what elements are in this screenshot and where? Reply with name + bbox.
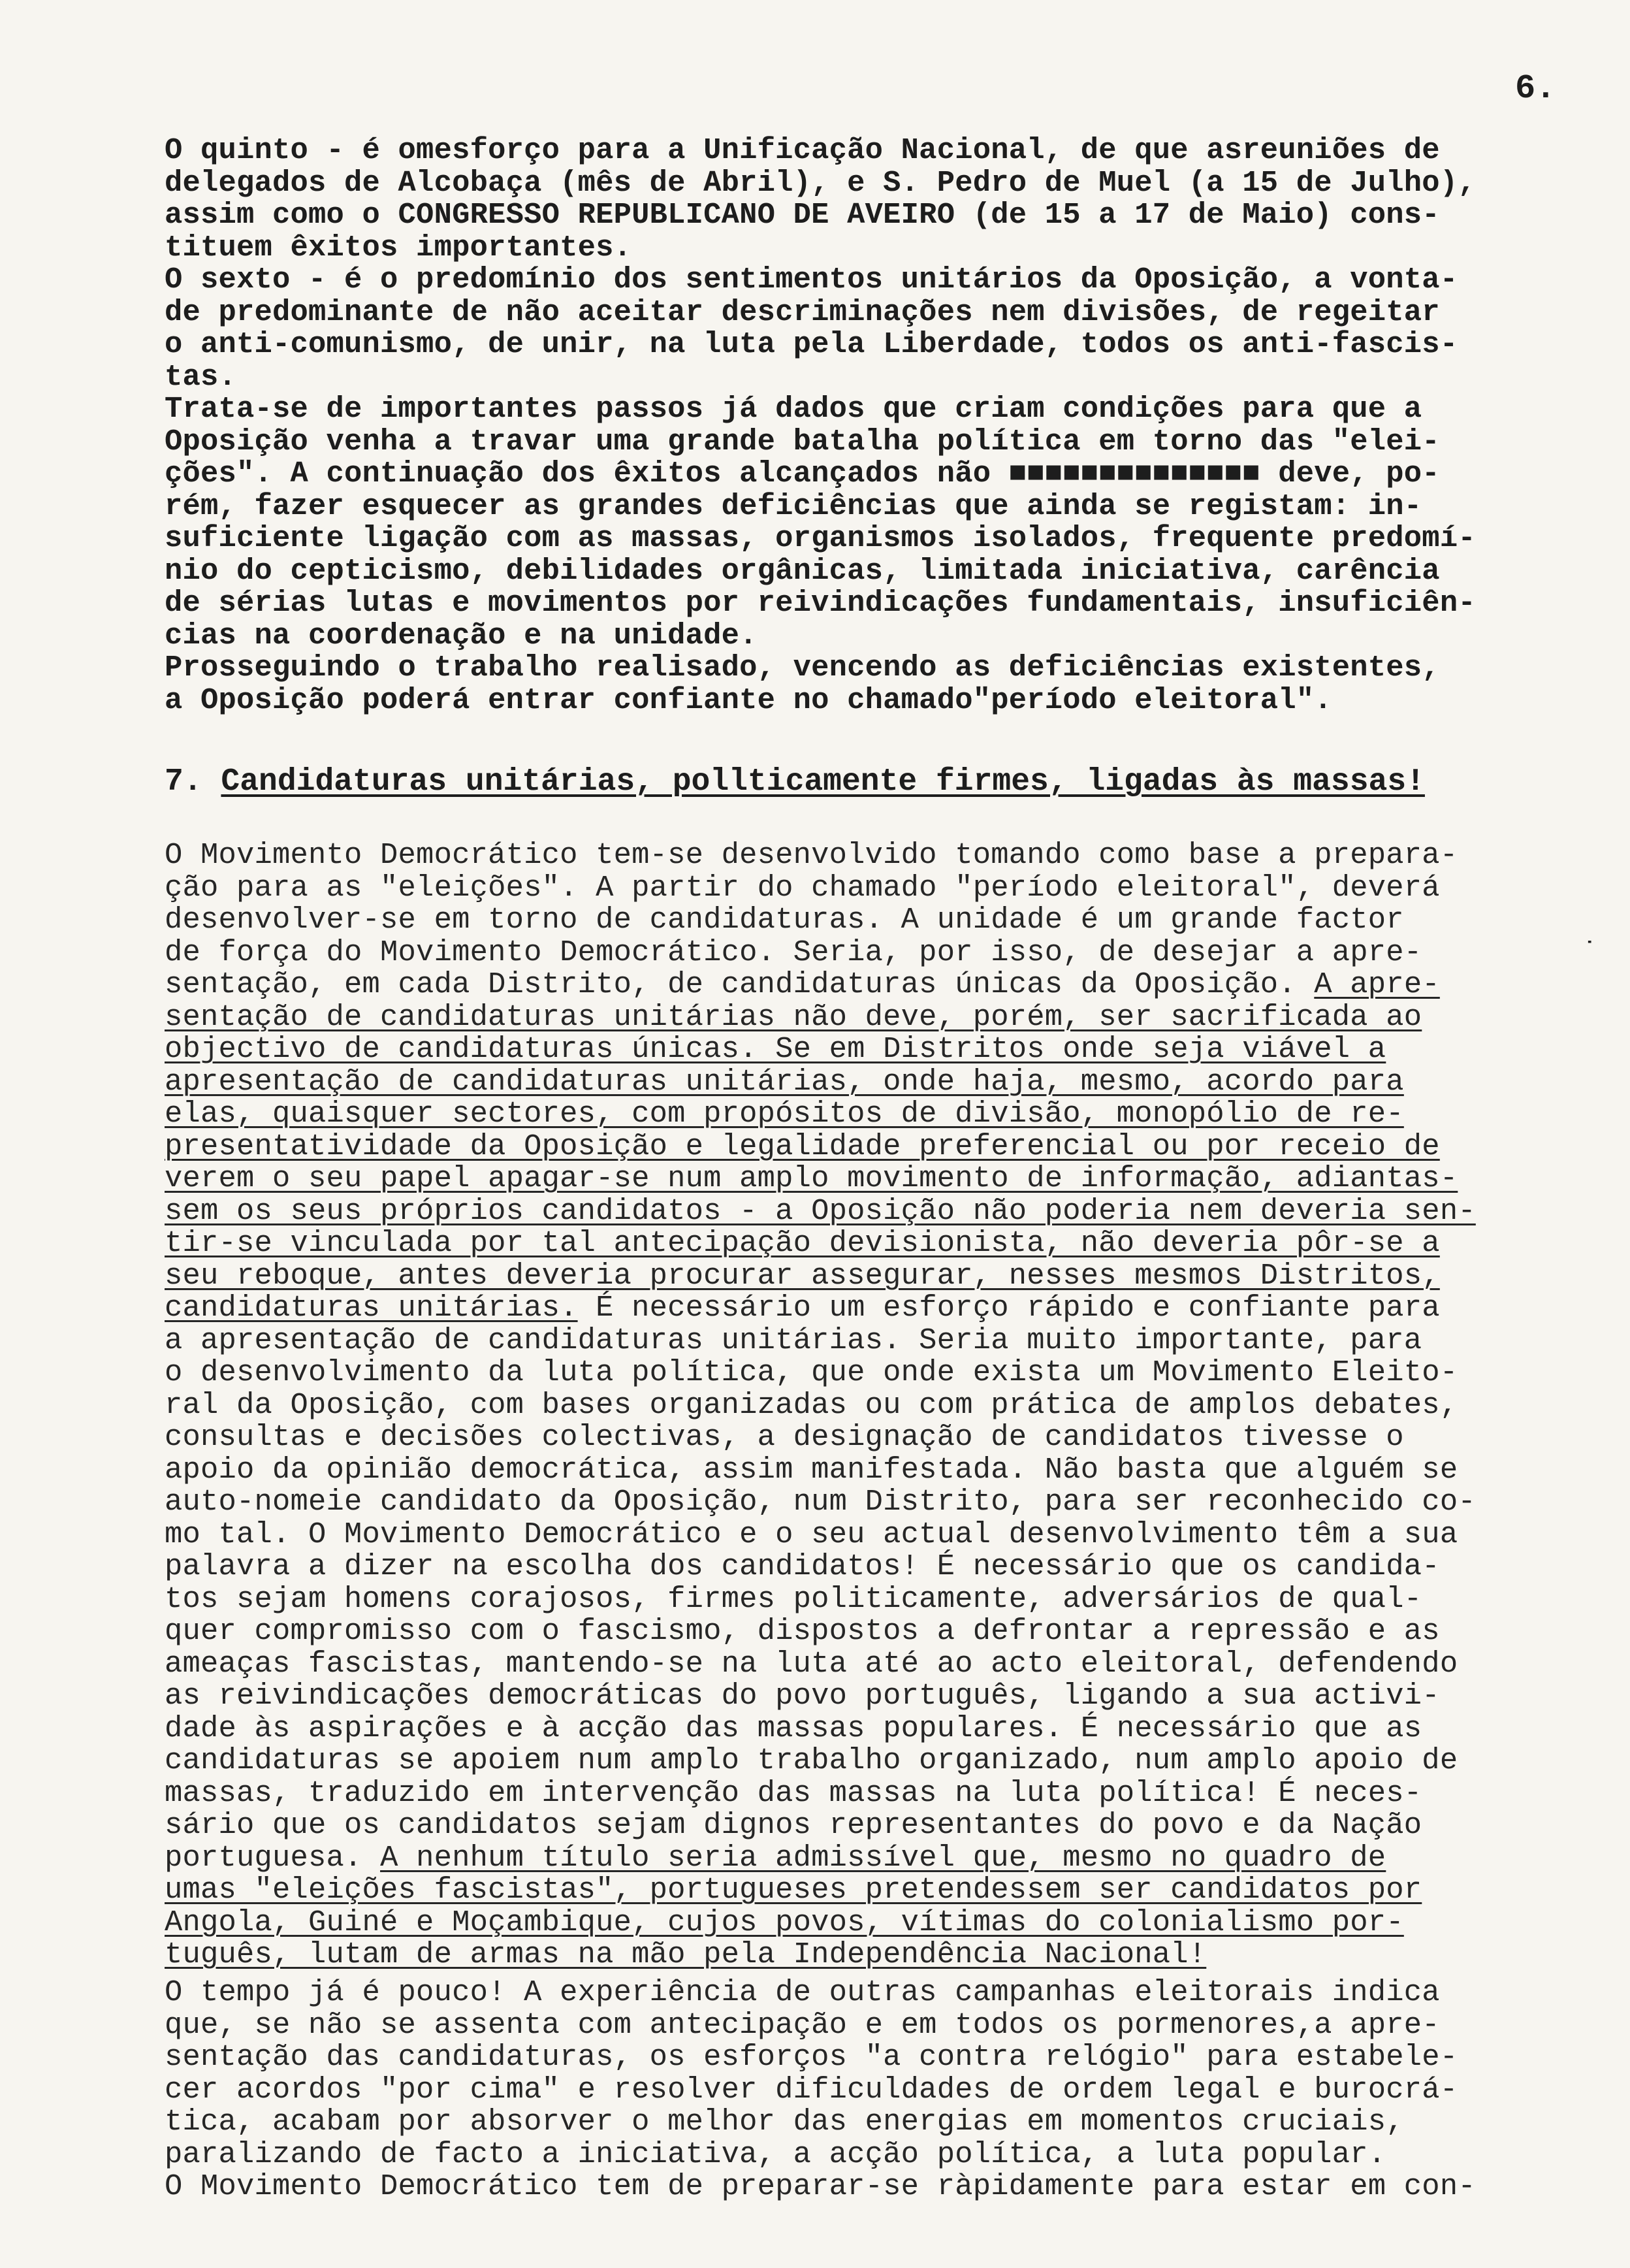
underlined-text: Angola, Guiné e Moçambique, cujos povos, vítimas do colonialismo por- [165,1905,1404,1939]
underlined-text: sem os seus próprios candidatos - a Oposição não poderia nem deveria sen- [165,1193,1476,1228]
underlined-text: candidaturas unitárias. [165,1291,578,1325]
text-line [165,1163,1614,1195]
text-line [165,1777,1614,1810]
text-line [165,1001,1614,1034]
text-line [165,1195,1614,1228]
text-line: delegados de Alcobaça (mês de Abril), e S. Pedro de Muel (a 15 de Julho), [165,165,1476,200]
line-text: sentação, em cada Distrito, de candidaturas únicas da Oposição. [165,967,1315,1001]
text-line: Prosseguindo o trabalho realisado, vencendo as deficiências existentes, [165,651,1440,685]
line-text: O Movimento Democrático tem-se desenvolvido tomando como base a prepara- [165,838,1458,872]
underlined-text: objectivo de candidaturas únicas. Se em Distritos onde seja viável a [165,1032,1386,1066]
line-text: portuguesa. [165,1840,381,1875]
line-text: apoio da opinião democrática, assim manifestada. Não basta que alguém se [165,1452,1458,1487]
text-line: tas. [165,359,237,394]
line-text: ção para as "eleições". A partir do chamado "período eleitoral", deverá [165,870,1440,905]
text-line: cer acordos "por cima" e resolver dificuldades de ordem legal e burocrá- [165,2072,1458,2107]
text-line [165,1131,1614,1163]
paragraph-block-unification [165,135,1614,717]
text-line: ções". A continuação dos êxitos alcançados não ■■■■■■■■■■■■■■ deve, po- [165,457,1440,491]
text-line [165,969,1614,1001]
text-line [165,1680,1614,1713]
section-7-heading [165,764,1425,800]
text-line: que, se não se assenta com antecipação e em todos os pormenores,a apre- [165,2007,1440,2042]
line-text: dade às aspirações e à acção das massas populares. É necessário que as [165,1711,1422,1745]
section-title: Candidaturas unitárias, pollticamente firmes, ligadas às massas! [221,764,1425,800]
text-line [165,1615,1614,1648]
text-line: assim como o CONGRESSO REPUBLICANO DE AVEIRO (de 15 a 17 de Maio) cons- [165,198,1440,232]
line-text: a apresentação de candidaturas unitárias. Seria muito importante, para [165,1323,1422,1357]
underlined-text: presentatividade da Oposição e legalidade preferencial ou por receio de [165,1129,1440,1163]
text-line [165,937,1614,969]
underlined-text: elas, quaisquer sectores, com propósitos de divisão, monopólio de re- [165,1097,1404,1131]
line-text: sário que os candidatos sejam dignos representantes do povo e da Nação [165,1808,1422,1842]
underlined-text: sentação de candidaturas unitárias não deve, porém, ser sacrificada ao [165,999,1422,1034]
underlined-text: umas "eleições fascistas", portugueses pretendessem ser candidatos por [165,1873,1422,1907]
text-line: sentação das candidaturas, os esforços "a contra relógio" para estabele- [165,2040,1458,2074]
text-line: O sexto - é o predomínio dos sentimentos unitários da Oposição, a vonta- [165,263,1458,297]
text-line [165,1389,1614,1422]
text-line [165,1583,1614,1616]
underlined-text: seu reboque, antes deveria procurar assegurar, nesses mesmos Distritos, [165,1258,1440,1293]
text-line [165,1939,1614,1971]
line-text: massas, traduzido em intervenção das massas na luta política! É neces- [165,1775,1422,1810]
text-line [165,1519,1614,1551]
underlined-text: A apre- [1314,967,1440,1001]
text-line [165,1421,1614,1454]
underlined-text: verem o seu papel apagar-se num amplo movimento de informação, adiantas- [165,1161,1458,1195]
line-text: desenvolver-se em torno de candidaturas. A unidade é um grande factor [165,903,1404,937]
marginal-mark: ˙ [1583,939,1597,964]
text-line [165,1033,1614,1066]
text-line [165,1098,1614,1131]
line-text: consultas e decisões colectivas, a designação de candidatos tivesse o [165,1420,1404,1454]
underlined-text: A nenhum título seria admissível que, mesmo no quadro de [380,1840,1386,1875]
text-line [165,1809,1614,1842]
text-line: cias na coordenação e na unidade. [165,618,758,653]
text-line [165,1325,1614,1357]
text-line [165,1551,1614,1583]
section-number: 7. [165,764,202,800]
text-line [165,1648,1614,1681]
line-text: palavra a dizer na escolha dos candidatos! É necessário que os candida- [165,1549,1440,1583]
text-line [165,1454,1614,1487]
text-line [165,1907,1614,1939]
text-line: rém, fazer esquecer as grandes deficiências que ainda se registam: in- [165,489,1422,523]
text-line: tica, acabam por absorver o melhor das energias em momentos cruciais, [165,2105,1404,2139]
line-text: o desenvolvimento da luta política, que onde exista um Movimento Eleito- [165,1355,1458,1389]
text-line [165,1227,1614,1260]
text-line [165,1745,1614,1777]
line-text: ameaças fascistas, mantendo-se na luta até ao acto eleitoral, defendendo [165,1646,1458,1681]
text-line: O tempo já é pouco! A experiência de outras campanhas eleitorais indica [165,1975,1440,2009]
text-line [165,904,1614,937]
line-text: quer compromisso com o fascismo, dispostos a defrontar a repressão e as [165,1614,1440,1648]
text-line: paralizando de facto a iniciativa, a acção política, a luta popular. [165,2137,1386,2171]
text-line: o anti-comunismo, de unir, na luta pela Liberdade, todos os anti-fascis- [165,327,1458,361]
text-line [165,1066,1614,1099]
text-line [165,1842,1614,1875]
line-text: de força do Movimento Democrático. Seria, por isso, de desejar a apre- [165,935,1422,969]
underlined-text: apresentação de candidaturas unitárias, onde haja, mesmo, acordo para [165,1064,1404,1099]
text-line: O Movimento Democrático tem de preparar-se ràpidamente para estar em con- [165,2169,1476,2203]
text-line: nio do cepticismo, debilidades orgânicas, limitada iniciativa, carência [165,553,1440,588]
line-text: candidaturas se apoiem num amplo trabalho organizado, num amplo apoio de [165,1743,1458,1777]
text-line [165,1292,1614,1325]
text-line [165,1260,1614,1293]
text-line: a Oposição poderá entrar confiante no chamado"período eleitoral". [165,683,1332,717]
line-text: mo tal. O Movimento Democrático e o seu actual desenvolvimento têm a sua [165,1517,1458,1551]
line-text: auto-nomeie candidato da Oposição, num Distrito, para ser reconhecido co- [165,1485,1476,1519]
text-line: Oposição venha a travar uma grande batalha política em torno das "elei- [165,424,1440,459]
text-line [165,1357,1614,1389]
line-text: ral da Oposição, com bases organizadas ou com prática de amplos debates, [165,1387,1458,1422]
page-number: 6. [1515,69,1556,108]
line-text: as reivindicações democráticas do povo português, ligando a sua activi- [165,1679,1440,1713]
text-line: de sérias lutas e movimentos por reivindicações fundamentais, insuficiên- [165,586,1476,620]
text-line: O quinto - é omesforço para a Unificação Nacional, de que asreuniões de [165,133,1440,167]
text-line: tituem êxitos importantes. [165,230,632,265]
text-line: suficiente ligação com as massas, organismos isolados, frequente predomí- [165,521,1476,555]
line-text: tos sejam homens corajosos, firmes politicamente, adversários de qual- [165,1581,1422,1616]
text-line [165,872,1614,905]
paragraph-block-tempo [165,1977,1614,2203]
text-line: de predominante de não aceitar descriminações nem divisões, de regeitar [165,295,1440,329]
line-text: É necessário um esforço rápido e confiante para [577,1291,1440,1325]
text-line [165,1713,1614,1745]
paragraph-block-candidaturas [165,839,1614,1971]
text-line [165,1874,1614,1907]
text-line [165,1486,1614,1519]
text-line [165,839,1614,872]
underlined-text: tuguês, lutam de armas na mão pela Independência Nacional! [165,1937,1207,1971]
underlined-text: tir-se vinculada por tal antecipação devisionista, não deveria pôr-se a [165,1226,1440,1260]
text-line: Trata-se de importantes passos já dados que criam condições para que a [165,392,1422,426]
